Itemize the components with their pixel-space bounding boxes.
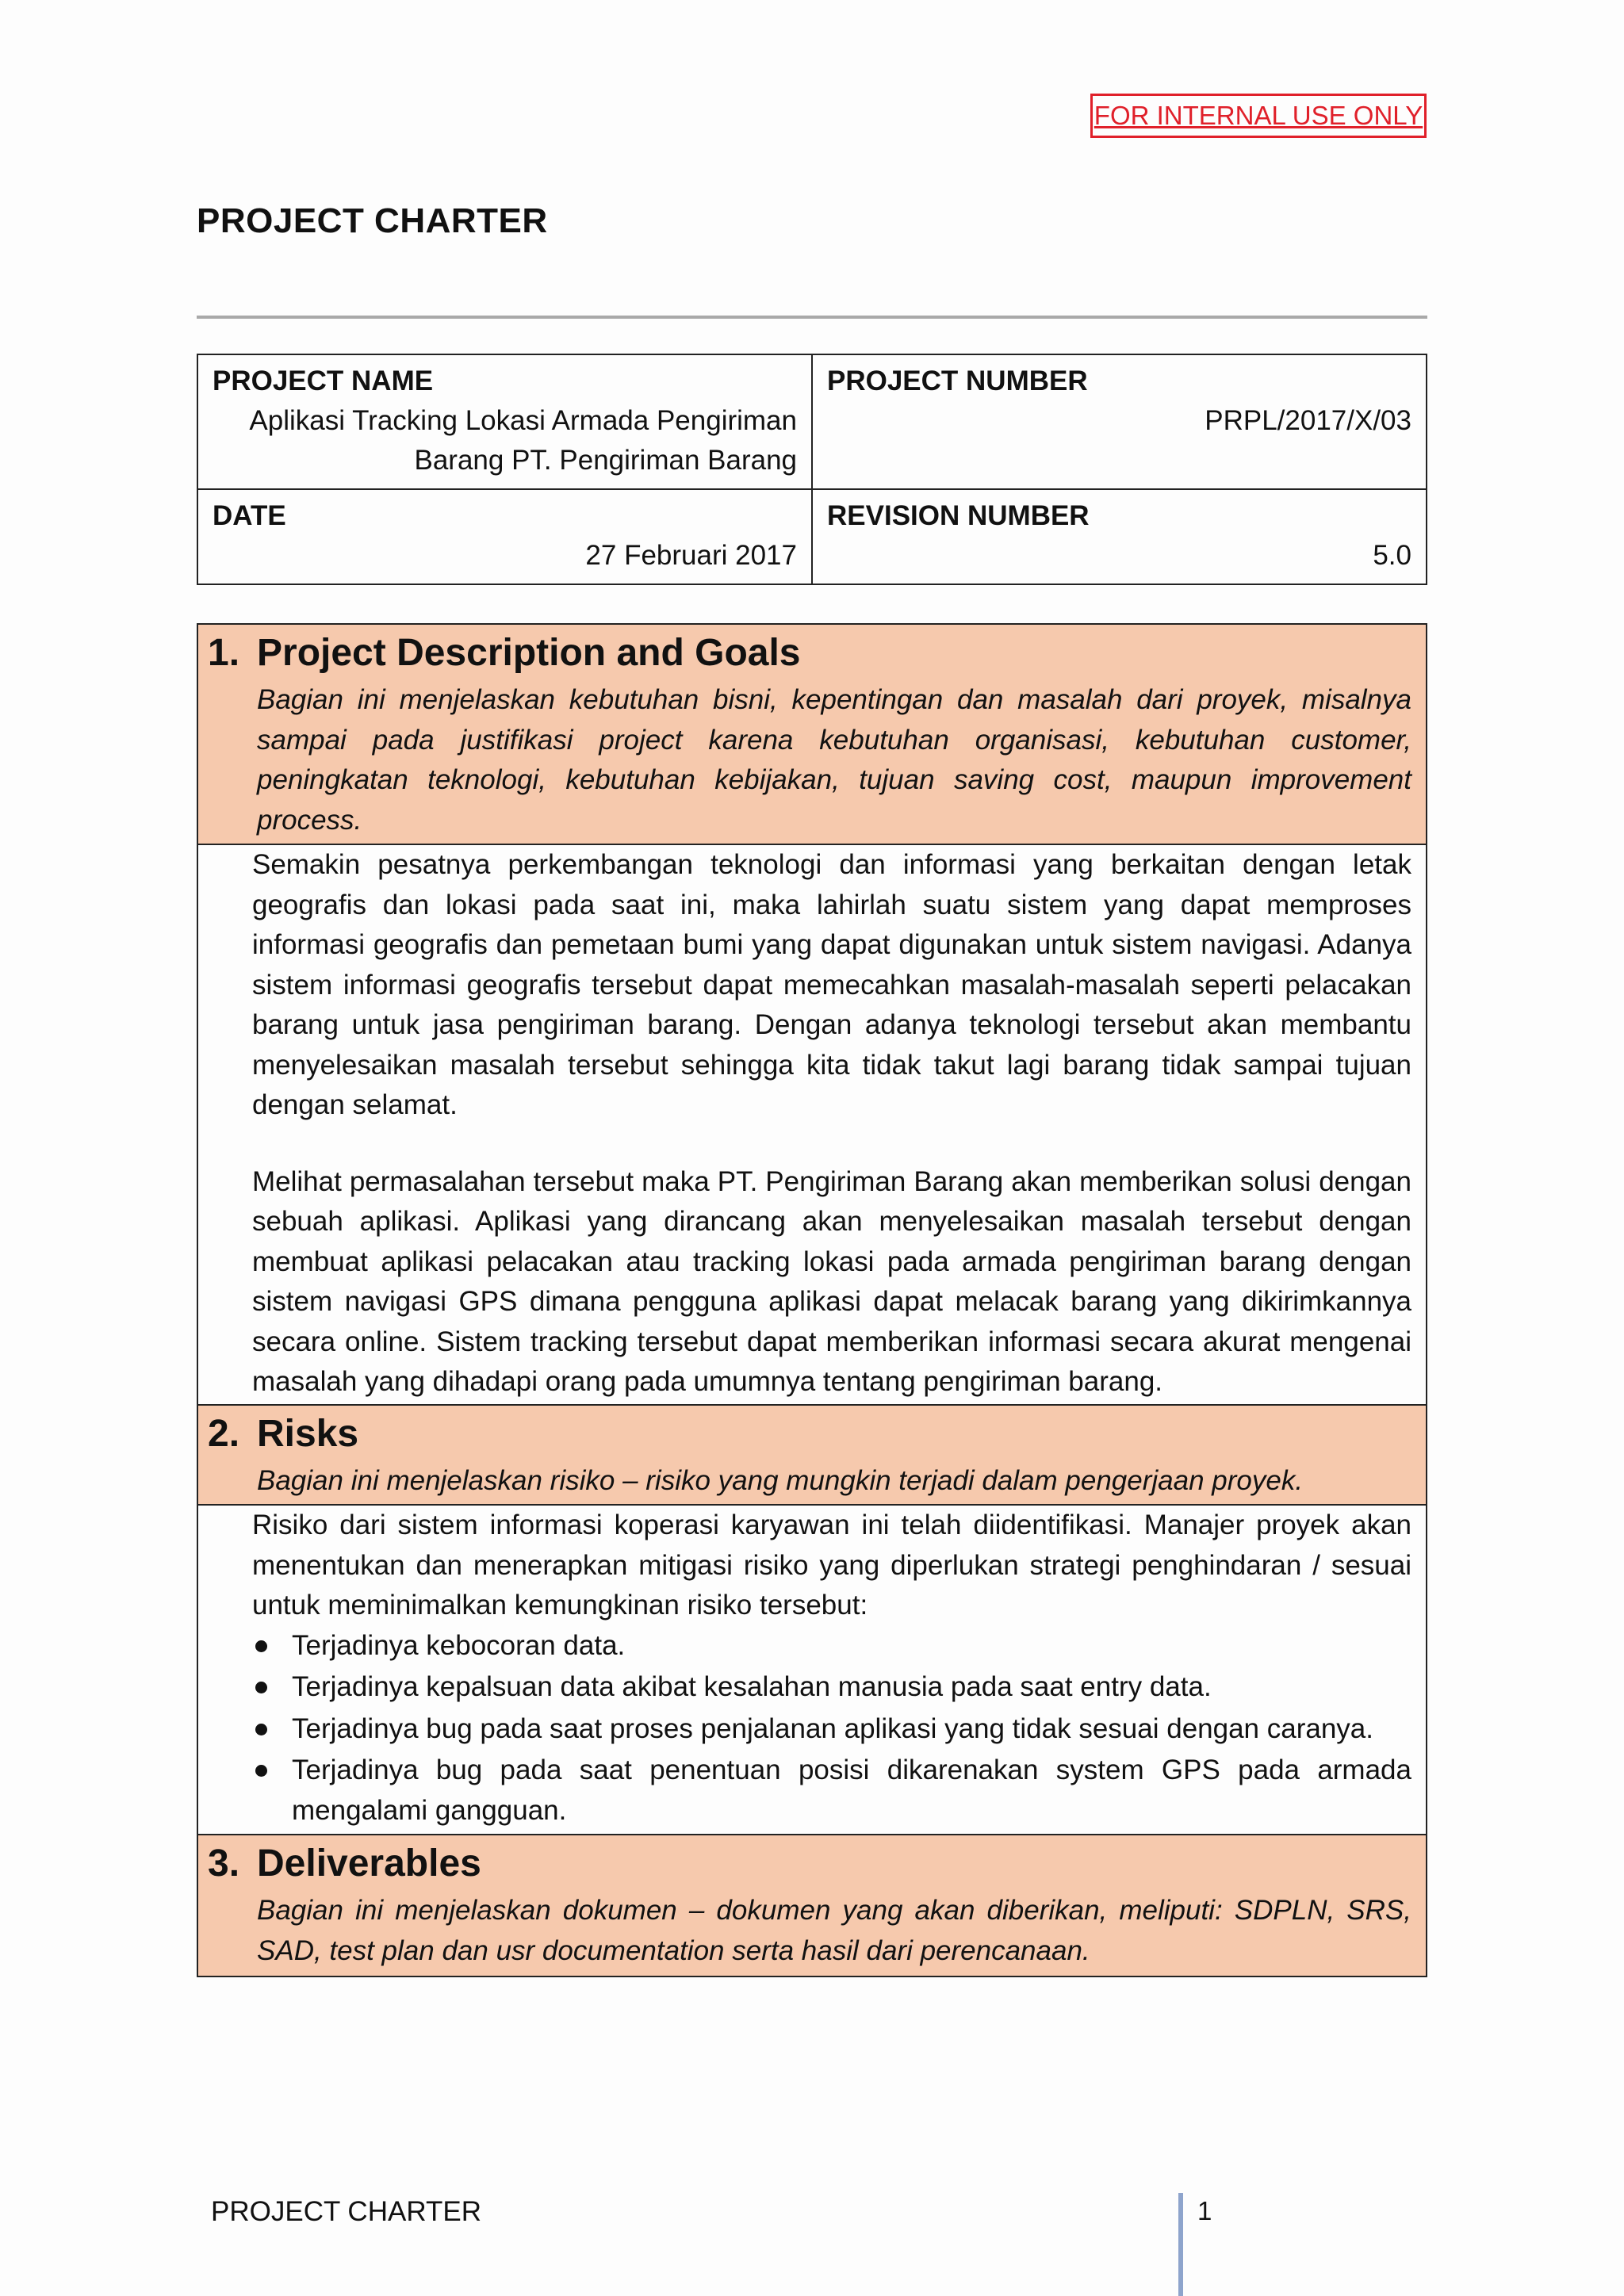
revision-label: REVISION NUMBER [827,500,1090,531]
date-cell [197,489,812,584]
bullet-icon [255,1724,267,1735]
list-item: Terjadinya kebocoran data. [252,1626,1411,1667]
list-item: Terjadinya bug pada saat proses penjalanan aplikasi yang tidak sesuai dengan caranya. [252,1709,1411,1750]
risk-list [252,1626,1411,1831]
section-1-title-text: Project Description and Goals [257,632,801,674]
section-2-intro: Risiko dari sistem informasi koperasi karyawan ini telah diidentifikasi. Manajer proyek akan menentukan dan menerapkan mitigasi risiko yang diperlukan strategi penghindaran / sesuai untuk meminimalkan kemungkinan risiko tersebut: [252,1510,1411,1621]
section-3-description: Bagian ini menjelaskan dokumen – dokumen yang akan diberikan, meliputi: SDPLN, SRS, SAD, test plan dan usr documentation serta hasil dari perencanaan. [257,1895,1411,1966]
project-name-label: PROJECT NAME [213,365,434,396]
section-3-title [208,1837,1411,1891]
info-row-name-number [197,354,1427,489]
internal-use-label: FOR INTERNAL USE ONLY [1090,94,1427,138]
section-1-title [208,626,1411,680]
section-1-description: Bagian ini menjelaskan kebutuhan bisni, kepentingan dan masalah dari proyek, misalnya sampai pada justifikasi project karena kebutuhan organisasi, kebutuhan customer, peningkatan teknologi, kebutuhan kebijakan, tujuan saving cost, maupun improvement process. [257,684,1411,836]
list-item: Terjadinya bug pada saat penentuan posisi dikarenakan system GPS pada armada mengalami gangguan. [252,1751,1411,1831]
project-number-label: PROJECT NUMBER [827,365,1088,396]
project-info-table [197,354,1427,585]
bullet-icon [255,1682,267,1693]
project-number-value: PRPL/2017/X/03 [1205,405,1411,436]
section-1-paragraph-2: Melihat permasalahan tersebut maka PT. Pengiriman Barang akan memberikan solusi dengan sebuah aplikasi. Aplikasi yang dirancang akan menyelesaikan masalah tersebut dengan membuat aplikasi pelacakan atau tracking lokasi pada armada pengiriman barang dengan sistem navigasi GPS dimana pengguna aplikasi dapat melacak barang yang dikirimkannya secara online. Sistem tracking tersebut dapat memberikan informasi secara akurat mengenai masalah yang dihadapi orang pada umumnya tentang pengiriman barang. [252,1165,1411,1397]
section-1-body [198,845,1426,1404]
section-3-number: 3. [208,1843,240,1885]
bullet-icon [255,1640,267,1652]
date-label: DATE [213,500,286,531]
section-2-title [208,1407,1411,1461]
footer-title: PROJECT CHARTER [211,2196,481,2227]
section-1-number: 1. [208,632,240,674]
revision-cell [812,489,1427,584]
section-3-title-text: Deliverables [257,1843,481,1885]
project-name-cell [197,354,812,489]
section-1-paragraph-1: Semakin pesatnya perkembangan teknologi dan informasi yang berkaitan dengan letak geografis dan lokasi pada saat ini, maka lahirlah suatu sistem yang dapat memproses informasi geografis dan pemetaan bumi yang dapat digunakan untuk sistem navigasi. Adanya sistem informasi geografis tersebut dapat memecahkan masalah-masalah seperti pelacakan barang untuk jasa pengiriman barang. Dengan adanya teknologi tersebut akan membantu menyelesaikan masalah tersebut sehingga kita tidak takut lagi barang tidak sampai tujuan dengan selamat. [252,849,1411,1120]
page-number: 1 [1197,2196,1212,2225]
section-2-description: Bagian ini menjelaskan risiko – risiko yang mungkin terjadi dalam pengerjaan proyek. [257,1464,1304,1496]
section-2-number: 2. [208,1412,240,1455]
section-3-header [198,1834,1426,1976]
title-divider [197,316,1427,319]
section-2-title-text: Risks [257,1412,359,1455]
section-1-header [198,625,1426,845]
project-name-value-line-2: Barang PT. Pengiriman Barang [414,445,797,476]
section-2-header [198,1404,1426,1506]
page-title: PROJECT CHARTER [197,201,548,240]
project-name-value-line-1: Aplikasi Tracking Lokasi Armada Pengiriman [249,405,797,436]
date-value: 27 Februari 2017 [585,540,797,571]
project-number-cell [812,354,1427,489]
list-item: Terjadinya kepalsuan data akibat kesalahan manusia pada saat entry data. [252,1667,1411,1708]
footer-divider [1178,2193,1183,2296]
charter-sections [197,623,1427,1977]
revision-value: 5.0 [1373,540,1411,571]
section-2-body [198,1506,1426,1834]
bullet-icon [255,1765,267,1777]
info-row-date-revision [197,489,1427,584]
